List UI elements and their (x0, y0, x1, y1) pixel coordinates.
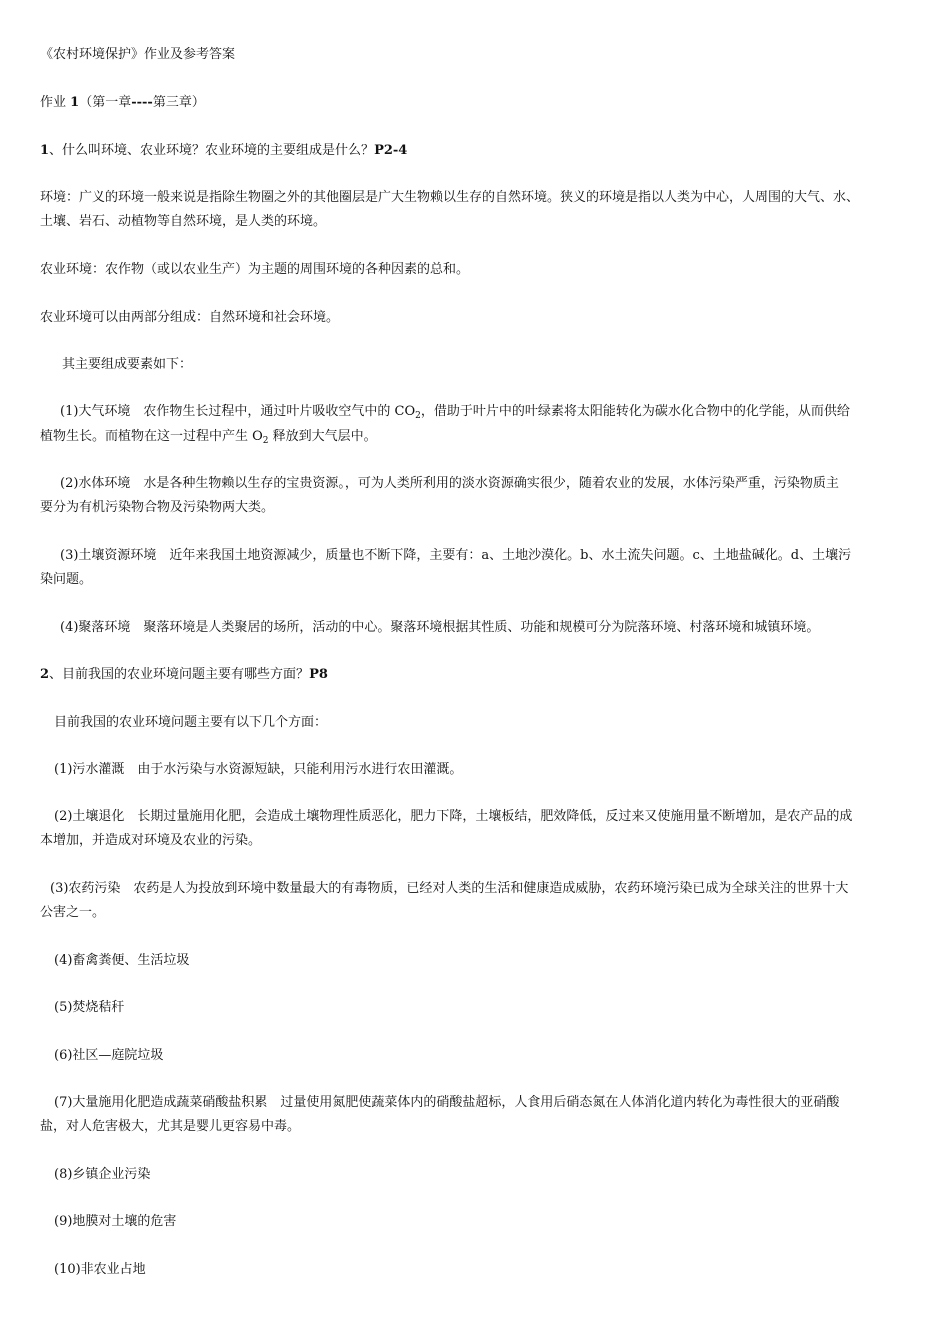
assignment-rest: 第三章） (152, 95, 205, 110)
problem-5: (5)焚烧秸秆 (54, 1000, 125, 1015)
agri-env-definition: 农业环境：农作物（或以农业生产）为主题的周围环境的各种因素的总和。 (40, 262, 470, 277)
question-1-number: 1 (40, 143, 50, 158)
agri-env-components: 农业环境可以由两部分组成：自然环境和社会环境。 (40, 310, 340, 325)
doc-title: 《农村环境保护》作业及参考答案 (40, 47, 236, 62)
assignment-heading (40, 90, 930, 116)
assignment-number: 1 (70, 95, 80, 110)
element-1-text-b: ，借助于叶片中的叶绿素将太阳能转化为碳水化合物中的化学能，从而供给 (420, 404, 850, 419)
element-2-line-1: (2)水体环境 水是各种生物赖以生存的宝贵资源。，可为人类所利用的淡水资源确实很少，随着农业的发展，水体污染严重，污染物质主 (60, 476, 839, 491)
element-3-line-1: (3)土壤资源环境 近年来我国土地资源减少，质量也不断下降，主要有：a、土地沙漠化。b、水土流失问题。c、土地盐碱化。d、土壤污 (60, 548, 852, 563)
problem-1: (1)污水灌溉 由于水污染与水资源短缺，只能利用污水进行农田灌溉。 (54, 762, 463, 777)
question-1 (40, 138, 930, 164)
problem-10: (10)非农业占地 (54, 1262, 146, 1277)
problem-2-line-1: (2)土壤退化 长期过量施用化肥，会造成土壤物理性质恶化，肥力下降，土壤板结，肥效降低，反过来又使施用量不断增加，是农产品的成 (54, 809, 853, 824)
element-1-text-c: 植物生长。而植物在这一过程中产生 O (40, 429, 263, 444)
element-1-line-2 (40, 424, 930, 450)
question-2-number: 2 (40, 667, 50, 682)
problem-4: (4)畜禽粪便、生活垃圾 (54, 953, 190, 968)
problem-3-line-2: 公害之一。 (40, 905, 106, 920)
problem-8: (8)乡镇企业污染 (54, 1167, 151, 1182)
question-1-text: 、什么叫环境、农业环境？农业环境的主要组成是什么？ (49, 143, 375, 158)
question-2-page-ref: P8 (309, 667, 328, 682)
question-1-page-ref: P2-4 (374, 143, 408, 158)
question-2-intro: 目前我国的农业环境问题主要有以下几个方面： (54, 715, 328, 730)
assignment-prefix: 作业 (40, 95, 67, 110)
element-4: (4)聚落环境 聚落环境是人类聚居的场所，活动的中心。聚落环境根据其性质、功能和规模可分为院落环境、村落环境和城镇环境。 (60, 620, 820, 635)
element-1-text-d: 释放到大气层中。 (268, 429, 377, 444)
co2-subscript: 2 (415, 411, 421, 421)
problem-2-line-2: 本增加，并造成对环境及农业的污染。 (40, 833, 262, 848)
element-1-line-1 (60, 399, 930, 425)
element-2-line-2: 要分为有机污染物合物及污染物两大类。 (40, 500, 275, 515)
problem-7-line-1: (7)大量施用化肥造成蔬菜硝酸盐积累 过量使用氮肥使蔬菜体内的硝酸盐超标，人食用后硝态氮在人体消化道内转化为毒性很大的亚硝酸 (54, 1095, 840, 1110)
problem-7-line-2: 盐，对人危害极大，尤其是婴儿更容易中毒。 (40, 1119, 301, 1134)
problem-3-line-1: (3)农药污染 农药是人为投放到环境中数量最大的有毒物质，已经对人类的生活和健康造成威胁，农药环境污染已成为全球关注的世界十大 (50, 881, 849, 896)
assignment-dash: ---- (131, 95, 153, 110)
question-2-text: 、目前我国的农业环境问题主要有哪些方面？ (49, 667, 310, 682)
main-elements-intro: 其主要组成要素如下： (62, 357, 193, 372)
element-1-text-a: (1)大气环境 农作物生长过程中，通过叶片吸收空气中的 CO (60, 404, 416, 419)
problem-9: (9)地膜对土壤的危害 (54, 1214, 177, 1229)
problem-6: (6)社区—庭院垃圾 (54, 1048, 164, 1063)
element-3-line-2: 染问题。 (40, 572, 93, 587)
question-2 (40, 662, 930, 688)
o2-subscript: 2 (262, 436, 269, 446)
env-definition-line-1: 环境：广义的环境一般来说是指除生物圈之外的其他圈层是广大生物赖以生存的自然环境。狭义的环境是指以人类为中心，人周围的大气、水、 (40, 190, 860, 205)
assignment-paren-open: （第一章 (79, 95, 132, 110)
env-definition-line-2: 土壤、岩石、动植物等自然环境，是人类的环境。 (40, 214, 327, 229)
